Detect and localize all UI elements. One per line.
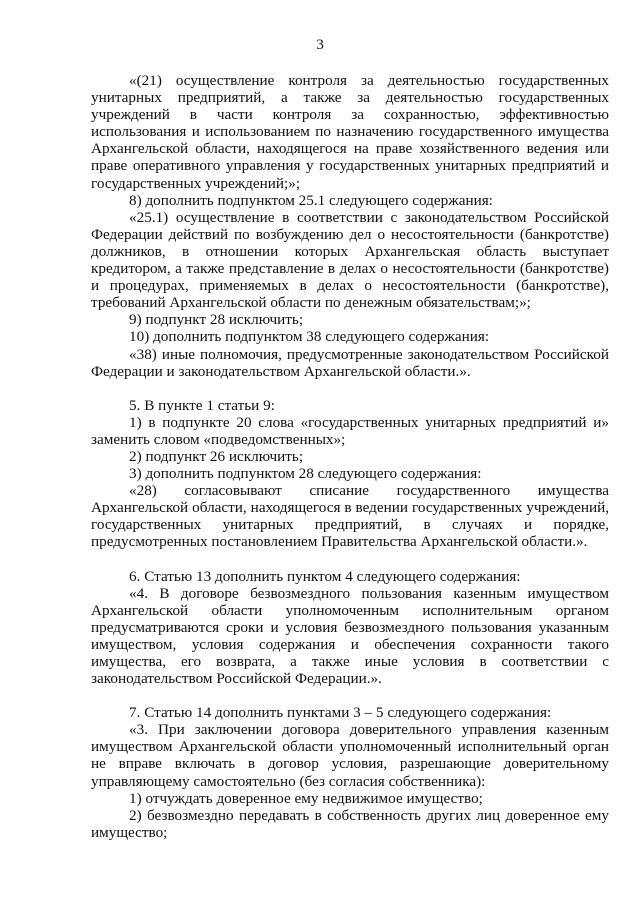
paragraph: «28) согласовывают списание государственного имущества Архангельской области, находящегося в ведении государственных учреждений, государственных унитарных предприятий, в случаях и порядке, предусмотренных постановлением Правительства Архангельской области.».	[91, 482, 609, 551]
paragraph: 5. В пункте 1 статьи 9:	[129, 396, 275, 414]
paragraph-spacer	[91, 551, 609, 568]
paragraph: 2) безвозмездно передавать в собственность других лиц доверенное ему имущество;	[91, 806, 609, 841]
paragraph: 6. Статью 13 дополнить пунктом 4 следующего содержания:	[129, 567, 521, 585]
paragraph: «25.1) осуществление в соответствии с законодательством Российской Федерации действий по возбуждению дел о несостоятельности (банкротстве) должников, в отношении которых Архангельская область выступает кредитором, а также представление в делах о несостоятельности (банкротстве) и процедурах, применяемых в делах о несостоятельности (банкротстве), требований Архангельской области по денежным обязательствам;»;	[91, 208, 609, 312]
paragraph: 2) подпункт 26 исключить;	[129, 447, 304, 465]
paragraph: «3. При заключении договора доверительного управления казенным имуществом Архангельской области уполномоченный исполнительный орган не вправе включать в договор условия, разрешающие доверительному управляющему самостоятельно (без согласия собственника):	[91, 721, 609, 790]
paragraph: 1) отчуждать доверенное ему недвижимое имущество;	[129, 789, 483, 807]
paragraph: 8) дополнить подпунктом 25.1 следующего содержания:	[129, 191, 493, 209]
paragraph: 7. Статью 14 дополнить пунктами 3 – 5 следующего содержания:	[129, 704, 552, 722]
paragraph: 1) в подпункте 20 слова «государственных унитарных предприятий и» заменить словом «подведомственных»;	[91, 413, 609, 448]
paragraph-spacer	[91, 380, 609, 397]
paragraph: 3) дополнить подпунктом 28 следующего содержания:	[129, 465, 482, 483]
paragraph: «(21) осуществление контроля за деятельностью государственных унитарных предприятий, а также за деятельностью государственных учреждений в части контроля за сохранностью, эффективностью использования и использованием по назначению государственного имущества Архангельской области, находящегося на праве хозяйственного ведения или праве оперативного управления у государственных унитарных предприятий и государственных учреждений;»;	[91, 72, 609, 192]
paragraph: «38) иные полномочия, предусмотренные законодательством Российской Федерации и законодательством Архангельской области.».	[91, 345, 609, 380]
paragraph-spacer	[91, 687, 609, 704]
paragraph: 10) дополнить подпунктом 38 следующего содержания:	[129, 328, 490, 346]
document-body	[91, 72, 609, 841]
paragraph: 9) подпункт 28 исключить;	[129, 311, 304, 329]
page-number: 3	[316, 36, 324, 53]
paragraph: «4. В договоре безвозмездного пользования казенным имуществом Архангельской области уполномоченным исполнительным органом предусматриваются сроки и условия безвозмездного пользования указанным имуществом, условия содержания и обеспечения сохранности такого имущества, его возврата, а также иные условия в соответствии с законодательством Российской Федерации.».	[91, 584, 609, 688]
